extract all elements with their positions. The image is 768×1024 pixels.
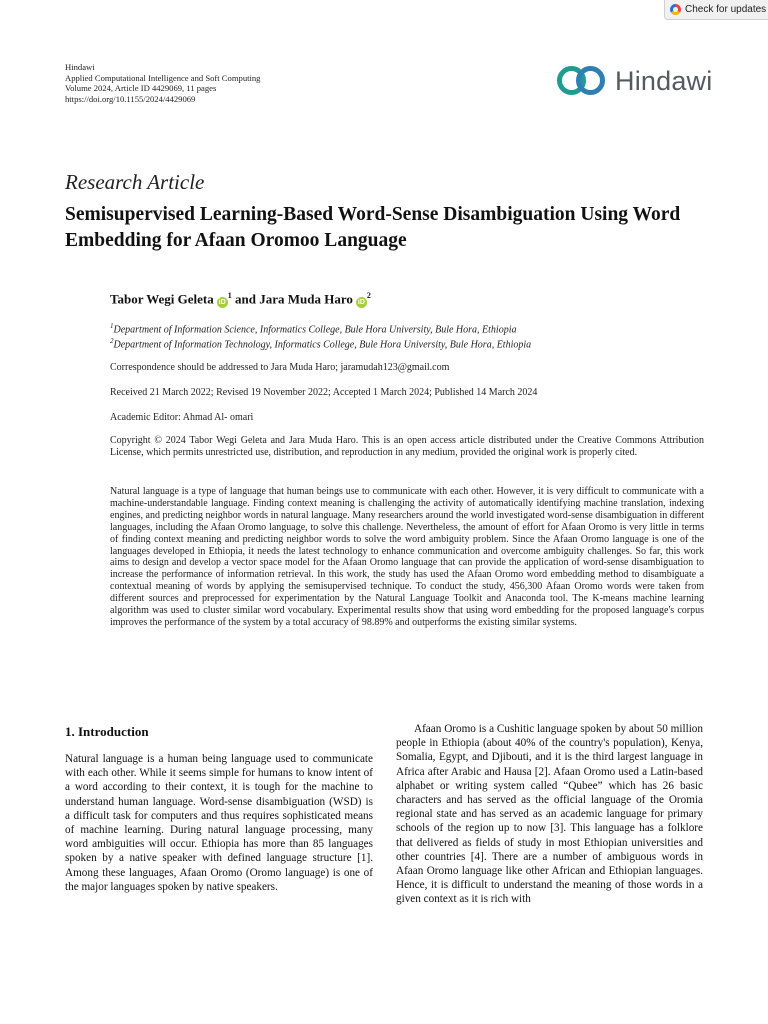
journal-meta (65, 62, 260, 104)
article-title: Semisupervised Learning-Based Word-Sense Disambiguation Using Word Embedding for Afaan Oromoo Language (65, 204, 681, 251)
article-type: Research Article (65, 170, 205, 194)
doi-link[interactable]: https://doi.org/10.1155/2024/4429069 (65, 93, 196, 104)
affiliation-number: 1 (110, 322, 114, 330)
publisher-name: Hindawi (65, 62, 95, 72)
orcid-icon[interactable]: iD (218, 299, 226, 307)
author-name: Tabor Wegi Geleta (110, 291, 214, 307)
correspondence: Correspondence should be addressed to Jara Muda Haro; jaramudah123@gmail.com (110, 362, 450, 373)
section-heading: 1. Introduction (65, 724, 149, 739)
affiliation (110, 322, 517, 335)
copyright-notice: Copyright © 2024 Tabor Wegi Geleta and Jara Muda Haro. This is an open access article distributed under the Creative Commons Attribution License, which permits unrestricted use, distribution, and reproduction in any medium, provided the original work is properly cited. (110, 435, 704, 459)
affiliation-text: Department of Information Technology, Informatics College, Bule Hora University, Bule Hora, Ethiopia (113, 339, 532, 351)
author-affiliation-number: 1 (227, 291, 232, 300)
check-for-updates-label: Check for updates (685, 4, 767, 15)
affiliation-text: Department of Information Science, Informatics College, Bule Hora University, Bule Hora, Ethiopia (113, 324, 517, 336)
hindawi-logo-icon (557, 63, 609, 99)
body-paragraph: Natural language is a human being language used to communicate with each other. While it seems simple for humans to know intent of a word according to their context, it is tough for the machine to understand human language. Word-sense disambiguation (WSD) is a difficult task for computers and thus requires sophisticated means of machine learning. During natural language processing, many word ambiguities will occur. Ethiopia has more than 85 languages spoken by a native speaker with defined language structure [1]. Among these languages, Afaan Oromo (Oromo language) is one of the major languages spoken by native speakers. (65, 753, 373, 893)
volume-line: Volume 2024, Article ID 4429069, 11 pages (65, 83, 217, 94)
author-list (110, 291, 371, 308)
affiliation-number: 2 (110, 337, 114, 345)
hindawi-logo (557, 63, 712, 99)
abstract: Natural language is a type of language that human beings use to communicate with each other. However, it is very difficult to communicate with a machine-understandable language. Finding context meaning is challenging the activity of automatically identifying machine translation, indexing engines, and predicting neighbor words in natural language. Many researchers around the world investigated word-sense disambiguation in different languages, including the Afaan Oromo language, to solve this challenge. Nevertheless, the amount of effort for Afaan Oromo is very little in terms of finding context meaning and predicting neighbor words to solve the word ambiguity problem. Since the Afaan Oromo language is one of the languages developed in Ethiopia, it needs the latest technology to enhance communication and overcome ambiguity challenges. So far, this work aims to design and develop a vector space model for the Afaan Oromo language that can provide the application of word-sense disambiguation to increase the performance of information retrieval. In this work, the study has used the Afaan Oromo word embedding method to disambiguate a contextual meaning of words by applying the semisupervised technique. To conduct the study, 456,300 Afaan Oromo words were taken from different sources and preprocessed for experimentation by the Natural Language Toolkit and Anaconda tool. The K-means machine learning algorithm was used to cluster similar word vocabulary. Experimental results show that using word embedding for the proposed language's corpus improves the performance of the system by a total accuracy of 98.89% and outperforms the existing similar systems. (110, 486, 704, 628)
author-name: Jara Muda Haro (259, 291, 353, 307)
academic-editor: Academic Editor: Ahmad Al- omari (110, 412, 254, 423)
journal-name: Applied Computational Intelligence and Soft Computing (65, 72, 261, 83)
orcid-icon[interactable]: iD (357, 299, 365, 307)
check-for-updates-button[interactable] (664, 0, 768, 20)
check-updates-icon (670, 4, 681, 15)
author-joiner: and (235, 291, 256, 307)
hindawi-logo-text: Hindawi (615, 65, 713, 96)
publication-dates: Received 21 March 2022; Revised 19 November 2022; Accepted 1 March 2024; Published 14 March 2024 (110, 387, 538, 398)
affiliation (110, 337, 531, 350)
author-affiliation-number: 2 (366, 291, 371, 300)
body-paragraph: Afaan Oromo is a Cushitic language spoken by about 50 million people in Ethiopia (about 40% of the country's population), Kenya, Somalia, Egypt, and Djibouti, and it is the third largest language in Africa after Arabic and Hausa [2]. Afaan Oromo used a Latin-based alphabet or writing system called “Qubee” which has 26 basic characters and has served as the official language of the Oromia regional state and has served as an academic language for primary schools of the region up to now [3]. This language has a folklore that delivered as fields of study in most Ethiopian universities and other countries [4]. There are a number of ambiguous words in Afaan Oromo language like other African and Ethiopian languages. Hence, it is difficult to understand the meaning of those words in a given context as it is rich with (396, 723, 703, 906)
